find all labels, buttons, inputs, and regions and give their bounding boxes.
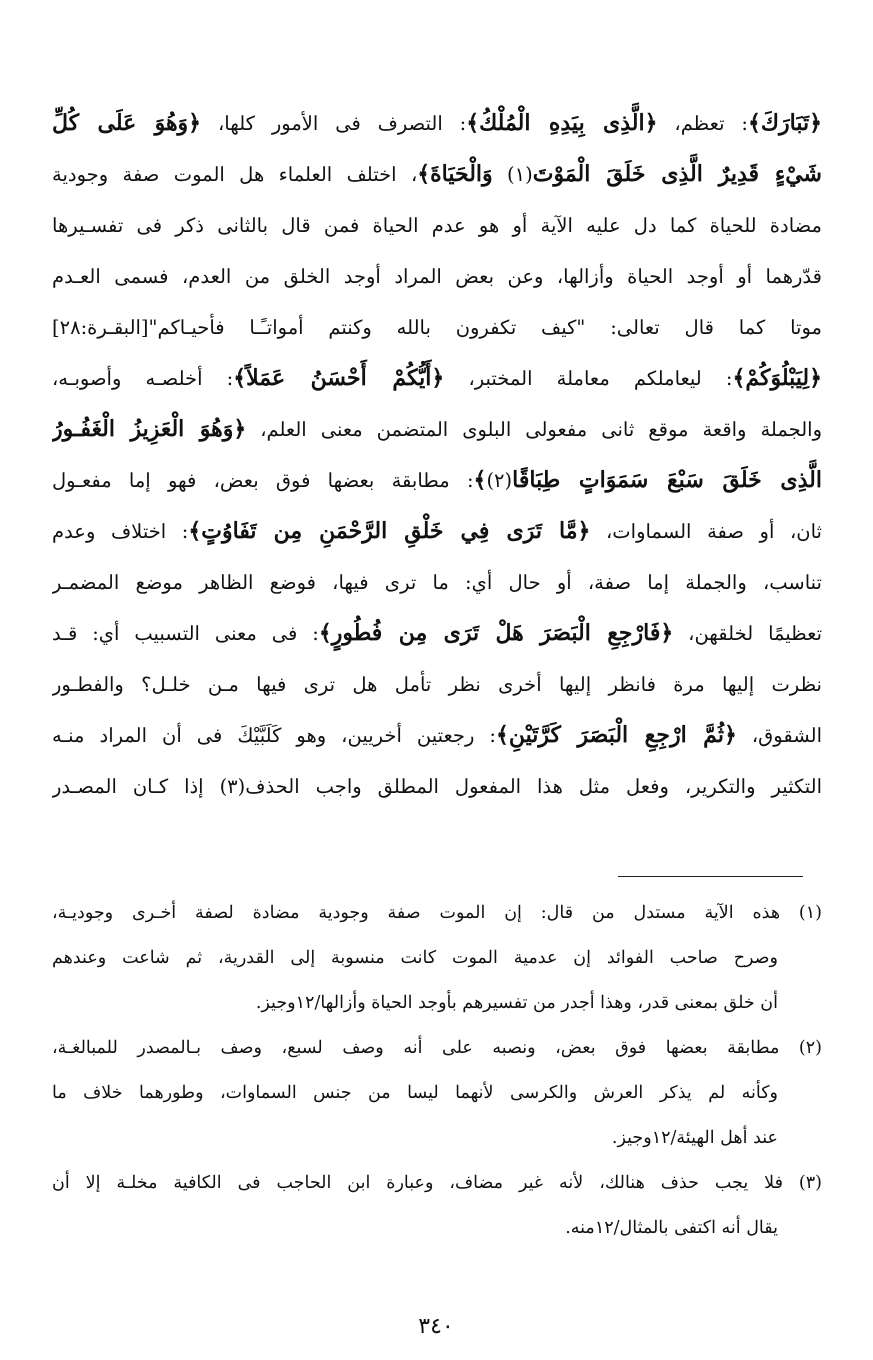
commentary-text: تعظيمًا لخلقهن، [673, 622, 822, 645]
text-line [52, 200, 822, 251]
text-line [52, 149, 822, 200]
quran-verse: شَيْءٍ قَدِيرٌ الَّذِى خَلَقَ الْمَوْتَ [532, 161, 822, 187]
commentary-text: (٢) [486, 469, 513, 492]
commentary-text: مضادة للحياة كما دل عليه الآية أو هو عدم الحياة فمن قال بالثانى ذكر فى تفسـيرها [52, 214, 822, 237]
text-line [52, 251, 822, 302]
commentary-text: : مطابقة بعضها فوق بعض، فهو إما مفعـول [52, 469, 474, 492]
commentary-text: : اختلاف وعدم [52, 520, 189, 543]
commentary-text: : التصرف فى الأمور كلها، [201, 112, 467, 135]
text-line [52, 557, 822, 608]
commentary-text: ، اختلف العلماء هل الموت صفة وجودية [52, 163, 418, 186]
commentary-text: نظرت إليها مرة فانظر إليها أخرى نظر تأمل هل ترى فيها مـن خلـل؟ والفطـور [52, 673, 822, 696]
commentary-text: : أخلصـه وأصوبـه، [52, 367, 234, 390]
footnotes [52, 891, 822, 1251]
main-text [52, 98, 822, 812]
text-line [52, 404, 822, 455]
quran-verse: ﴿وَهُوَ الْعَزِيزُ الْغَفُـورُ [52, 416, 247, 442]
text-line [52, 761, 822, 812]
footnote-line: أن خلق بمعنى قدر، وهذا أجدر من تفسيرهم بأوجد الحياة وأزالها/١٢وجيز. [255, 993, 778, 1013]
text-line [52, 659, 822, 710]
quran-verse: الَّذِى خَلَقَ سَبْعَ سَمَوَاتٍ طِبَاقًا [512, 467, 822, 493]
commentary-text: التكثير والتكرير، وفعل مثل هذا المفعول المطلق واجب الحذف [245, 775, 822, 798]
quran-verse: وَالْحَيَاةَ﴾ [417, 161, 493, 187]
commentary-text: : فى معنى التسبيب أي: قـد [52, 622, 319, 645]
text-line [52, 608, 822, 659]
text-line [52, 710, 822, 761]
footnote-line: يقال أنه اكتفى بالمثال/١٢منه. [565, 1218, 778, 1238]
quran-verse: ﴿مَّا تَرَى فِي خَلْقِ الرَّحْمَنِ مِن تَفَاوُتٍ﴾ [188, 518, 591, 544]
footnote-line: (١) هذه الآية مستدل من قال: إن الموت صفة وجودية مضادة لصفة أخـرى وجوديـة، [52, 903, 822, 923]
commentary-text: تناسب، والجملة إما صفة، أو حال أي: ما ترى فيها، فوضع الظاهر موضع المضمـر [52, 571, 822, 594]
quran-verse: ﴿أَيُّكُمْ أَحْسَنُ عَمَلاً﴾ [233, 365, 445, 391]
commentary-text: والجملة واقعة موقع ثانى مفعولى البلوى المتضمن معنى العلم، [246, 418, 822, 441]
text-line [52, 353, 822, 404]
commentary-text: : رجعتين أخريين، وهو كَلَبَّيْكَ فى أن المراد منـه [52, 724, 496, 747]
text-line [52, 506, 822, 557]
quran-verse: ﴿لِيَبْلُوَكُمْ﴾ [732, 365, 822, 391]
text-line [52, 455, 822, 506]
footnote-line: عند أهل الهيئة/١٢وجيز. [611, 1128, 778, 1148]
commentary-text: الشقوق، [736, 724, 822, 747]
commentary-text: (١) [492, 163, 533, 186]
commentary-text: إذا كـان المصـدر [52, 775, 220, 798]
footnote-separator [618, 876, 803, 877]
commentary-text: : تعظم، [657, 112, 748, 135]
quran-verse: ﴿وَهُوَ عَلَى كُلِّ [52, 110, 202, 136]
text-line [52, 302, 822, 353]
quran-verse: ﴿فَارْجِعِ الْبَصَرَ هَلْ تَرَى مِن فُطُورٍ﴾ [318, 620, 674, 646]
quran-verse: ﴿تَبَارَكَ﴾ [747, 110, 822, 136]
quran-verse: ﴾ [473, 467, 487, 493]
commentary-text: (٣) [219, 775, 246, 798]
commentary-text: موتا كما قال تعالى: "كيف تكفرون بالله وكنتم أمواتـًـا فأحيـاكم"[البقـرة:٢٨] [52, 316, 822, 339]
footnote-line: (٣) فلا يجب حذف هنالك، لأنه غير مضاف، وعبارة ابن الحاجب فى الكافية مخلـة إلا أن [52, 1173, 822, 1193]
commentary-text: قدّرهما أو أوجد الحياة وأزالها، وعن بعض المراد أوجد الخلق من العدم، فسمى العـدم [52, 265, 822, 288]
quran-verse: ﴿ثُمَّ ارْجِعِ الْبَصَرَ كَرَّتَيْنِ﴾ [495, 722, 737, 748]
page-number: ٣٤٠ [418, 1314, 454, 1339]
commentary-text: : ليعاملكم معاملة المختبر، [444, 367, 733, 390]
footnote-line: وصرح صاحب الفوائد إن عدمية الموت كانت منسوبة إلى القدرية، ثم شاعت وعندهم [52, 948, 778, 968]
footnote-line: (٢) مطابقة بعضها فوق بعض، ونصبه على أنه وصف لسبع، وصف بـالمصدر للمبالغـة، [52, 1038, 822, 1058]
commentary-text: ثان، أو صفة السماوات، [590, 520, 822, 543]
footnote-line: وكأنه لم يذكر العرش والكرسى لأنهما ليسا من جنس السماوات، وطورهما خلاف ما [52, 1083, 778, 1103]
quran-verse: ﴿الَّذِى بِيَدِهِ الْمُلْكُ﴾ [466, 110, 658, 136]
text-line [52, 98, 822, 149]
